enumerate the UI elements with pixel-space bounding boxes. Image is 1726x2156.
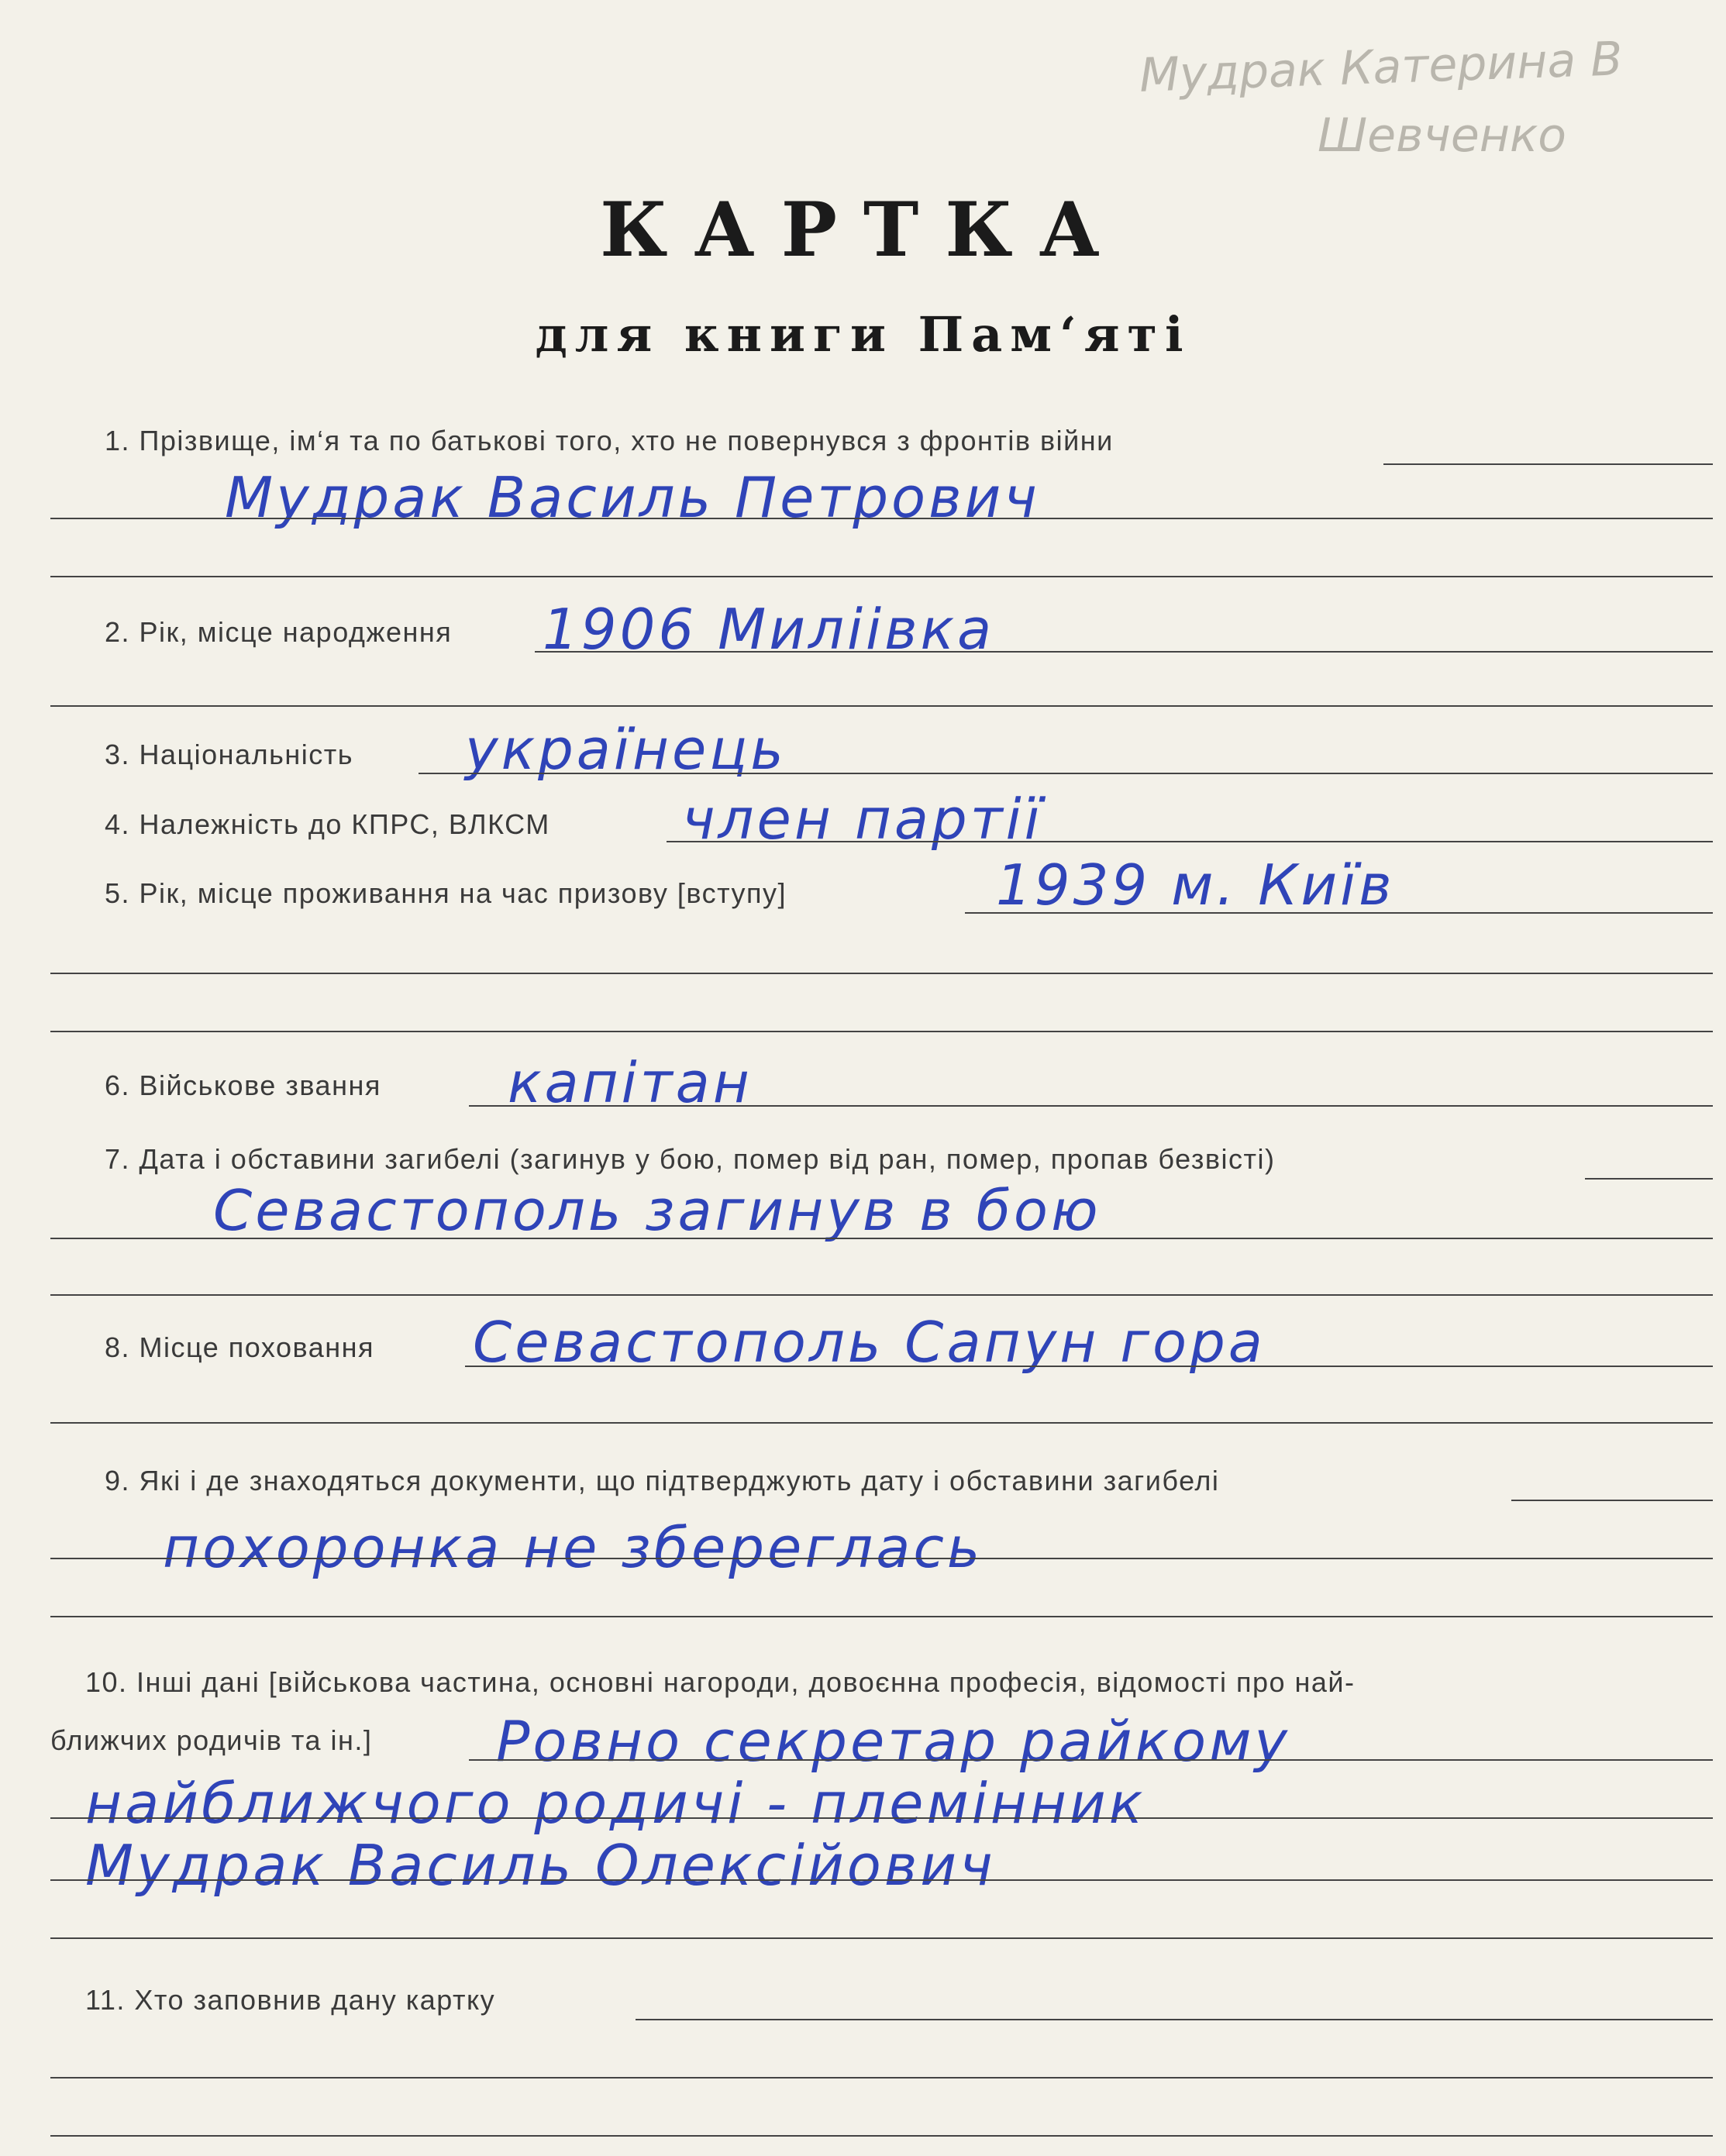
field-5-rule-c	[50, 1031, 1713, 1032]
field-10-label-line-2: ближчих родичів та ін.]	[50, 1724, 373, 1756]
field-9-rule-b	[50, 1558, 1713, 1559]
field-9-rule-c	[50, 1616, 1713, 1617]
field-3-label: 3. Національність	[105, 739, 353, 770]
field-8-label: 8. Місце поховання	[105, 1331, 374, 1363]
field-5-value: 1939 м. Київ	[996, 852, 1395, 918]
card-subtitle: для книги Пам‘яті	[535, 306, 1191, 363]
field-7-value: Севастополь загинув в бою	[213, 1178, 1101, 1243]
field-2-rule-b	[50, 705, 1713, 707]
field-1-rule-c	[50, 576, 1713, 577]
field-1-label: 1. Прізвище, ім‘я та по батькові того, хто не повернувся з фронтів війни	[105, 425, 1114, 456]
field-7-rule-a	[1585, 1178, 1713, 1180]
field-7-rule-c	[50, 1294, 1713, 1296]
field-10-label-line-1: 10. Інші дані [військова частина, основні нагороди, довоєнна професія, відомості про най-	[85, 1666, 1356, 1698]
field-6-label: 6. Військове звання	[105, 1069, 381, 1101]
field-1-rule-a	[1383, 463, 1713, 465]
field-10-rule-d	[50, 1937, 1713, 1939]
field-11-label: 11. Хто заповнив дану картку	[85, 1984, 496, 2016]
field-4-value: член партії	[682, 787, 1043, 852]
field-10-rule-c	[50, 1879, 1713, 1881]
field-3-rule	[419, 773, 1713, 774]
field-5-rule-a	[965, 912, 1713, 914]
field-7-label: 7. Дата і обставини загибелі (загинув у бою, помер від ран, помер, пропав безвісті)	[105, 1143, 1276, 1175]
field-10-value-line-1: Ровно секретар райкому	[496, 1709, 1291, 1774]
field-2-label: 2. Рік, місце народження	[105, 616, 453, 648]
field-3-value: українець	[465, 717, 787, 782]
corner-note-line-2: Шевченко	[1318, 108, 1566, 163]
field-1-value: Мудрак Василь Петрович	[225, 465, 1040, 530]
field-6-rule	[469, 1105, 1713, 1107]
field-10-rule-a	[469, 1759, 1713, 1761]
field-8-rule-a	[465, 1366, 1713, 1367]
field-5-label: 5. Рік, місце проживання на час призову [вступу]	[105, 877, 787, 909]
field-5-rule-b	[50, 973, 1713, 974]
field-1-rule-b	[50, 518, 1713, 519]
field-9-label: 9. Які і де знаходяться документи, що підтверджують дату і обставини загибелі	[105, 1465, 1220, 1496]
field-9-value: похоронка не збереглась	[163, 1515, 984, 1580]
field-8-value: Севастополь Сапун гора	[473, 1310, 1266, 1375]
corner-note-line-1: Мудрак Катерина В	[1139, 32, 1624, 103]
field-11-rule-a	[636, 2019, 1713, 2020]
field-4-label: 4. Належність до КПРС, ВЛКСМ	[105, 808, 550, 840]
field-10-rule-b	[50, 1817, 1713, 1819]
card-title: КАРТКА	[600, 186, 1126, 274]
field-6-value: капітан	[508, 1050, 753, 1115]
field-4-rule	[667, 841, 1713, 842]
corner-handwritten-note	[1139, 31, 1713, 170]
field-2-rule-a	[535, 651, 1713, 653]
field-10-value-line-3: Мудрак Василь Олексійович	[85, 1833, 996, 1898]
field-8-rule-b	[50, 1422, 1713, 1424]
field-11-rule-c	[50, 2135, 1713, 2137]
field-2-value: 1906 Миліівка	[543, 597, 995, 662]
field-7-rule-b	[50, 1238, 1713, 1239]
field-9-rule-a	[1511, 1500, 1713, 1501]
field-11-rule-b	[50, 2077, 1713, 2079]
field-10-value-line-2: найближчого родичі - племінник	[85, 1771, 1146, 1836]
